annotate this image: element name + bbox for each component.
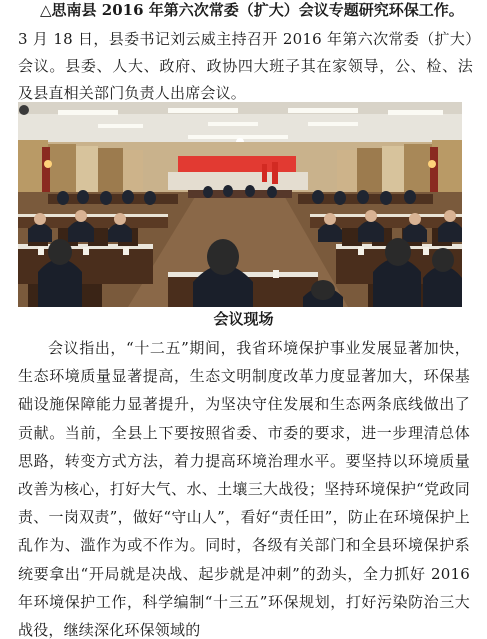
- photo-caption: 会议现场: [213, 310, 274, 328]
- body-paragraph: 会议指出，“十二五”期间，我省环境保护事业发展显著加快，生态环境质量显著提高，生态文明制度改革力度显著加大，环保基础设施保障能力显著提升，为坚决守住发展和生态两条底线做出了贡献。当前，全县上下要按照省委、市委的要求，进一步理清总体思路，转变方式方法，着力提高环境治理水平。要坚持以环境质量改善为核心，打好大气、水、土壤三大战役；坚持环境保护“党政同责、一岗双责”，做好“守山人”，看好“责任田”，防止在环境保护上乱作为、滥作为或不作为。同时，各级有关部门和全县环境保护系统要拿出“开局就是决战、起步就是冲刺”的劲头，全力抓好 2016 年环境保护工作，科学编制“十三五”环保规划，打好污染防治三大战役，继续深化环保领域的: [18, 339, 470, 639]
- document-title: △思南县 2016 年第六次常委（扩大）会议专题研究环保工作。: [40, 1, 464, 19]
- meeting-photo: [18, 102, 462, 307]
- photo-banner: [178, 156, 296, 172]
- intro-paragraph: 3 月 18 日，县委书记刘云威主持召开 2016 年第六次常委（扩大）会议。县委、人大、政府、政协四大班子其在家领导，公、检、法及县直相关部门负责人出席会议。: [18, 30, 473, 102]
